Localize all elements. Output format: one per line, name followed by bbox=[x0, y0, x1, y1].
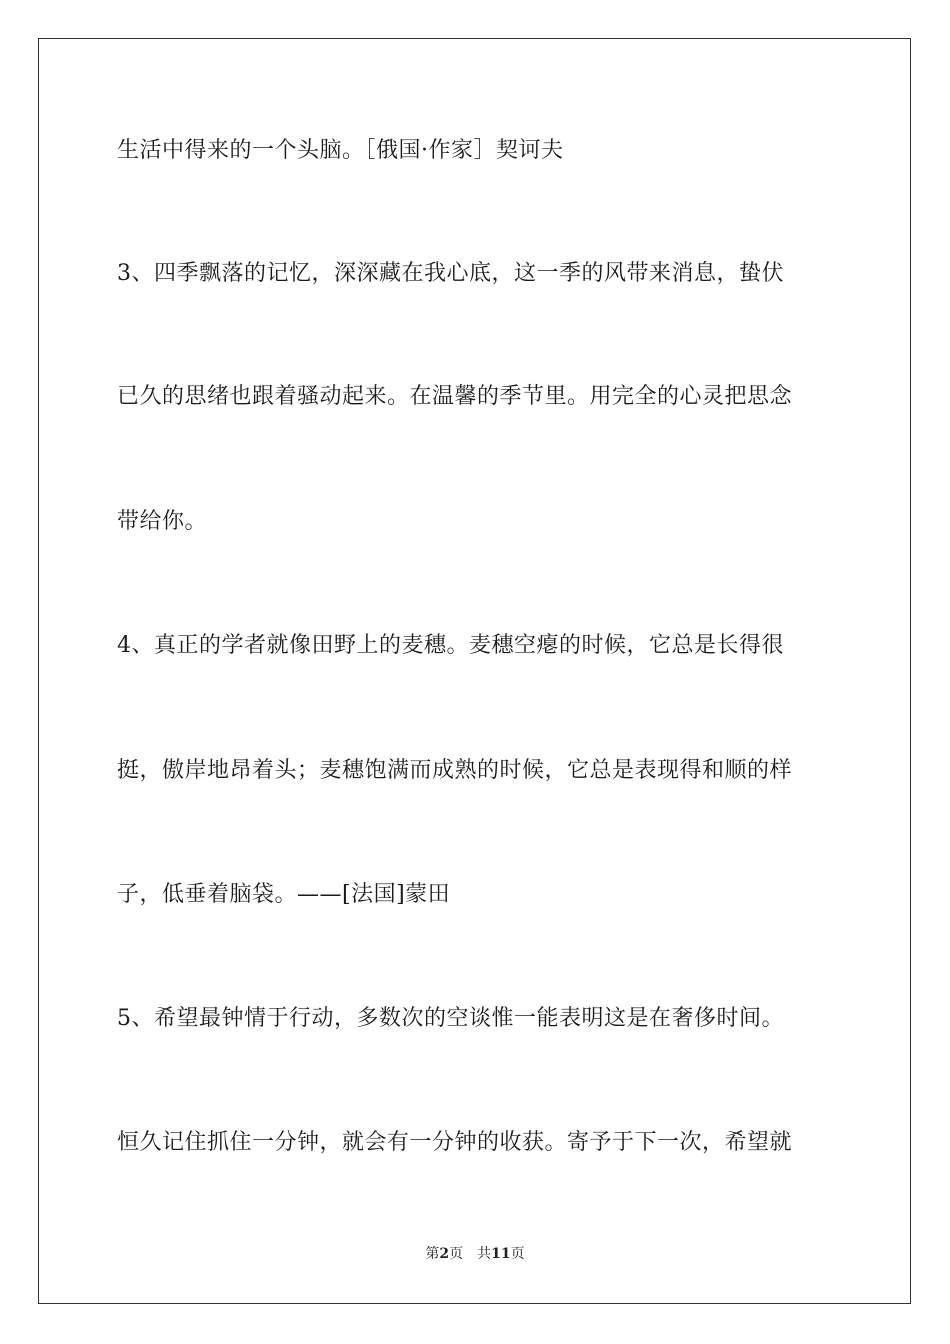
page-footer bbox=[0, 1244, 950, 1264]
text-line: 恒久记住抓住一分钟，就会有一分钟的收获。寄予于下一次，希望就 bbox=[117, 1130, 793, 1155]
text-line: 5、希望最钟情于行动，多数次的空谈惟一能表明这是在奢侈时间。 bbox=[117, 1006, 784, 1031]
total-prefix: 共 bbox=[477, 1246, 492, 1262]
page-number: 2 bbox=[439, 1246, 450, 1262]
page-prefix: 第 bbox=[425, 1246, 440, 1262]
text-line: 4、真正的学者就像田野上的麦穗。麦穗空瘪的时候，它总是长得很 bbox=[117, 633, 784, 658]
text-line: 挺，傲岸地昂着头；麦穗饱满而成熟的时候，它总是表现得和顺的样 bbox=[117, 758, 793, 783]
total-pages: 11 bbox=[491, 1246, 511, 1262]
text-line: 3、四季飘落的记忆，深深藏在我心底，这一季的风带来消息，蛰伏 bbox=[117, 261, 784, 286]
total-suffix: 页 bbox=[510, 1246, 525, 1262]
text-line: 子，低垂着脑袋。——[法国]蒙田 bbox=[117, 882, 451, 907]
text-line: 带给你。 bbox=[117, 509, 208, 534]
page-border bbox=[38, 38, 911, 1304]
text-line: 生活中得来的一个头脑。［俄国·作家］契诃夫 bbox=[117, 138, 564, 163]
page-suffix: 页 bbox=[449, 1246, 464, 1262]
text-line: 已久的思绪也跟着骚动起来。在温馨的季节里。用完全的心灵把思念 bbox=[117, 384, 793, 409]
